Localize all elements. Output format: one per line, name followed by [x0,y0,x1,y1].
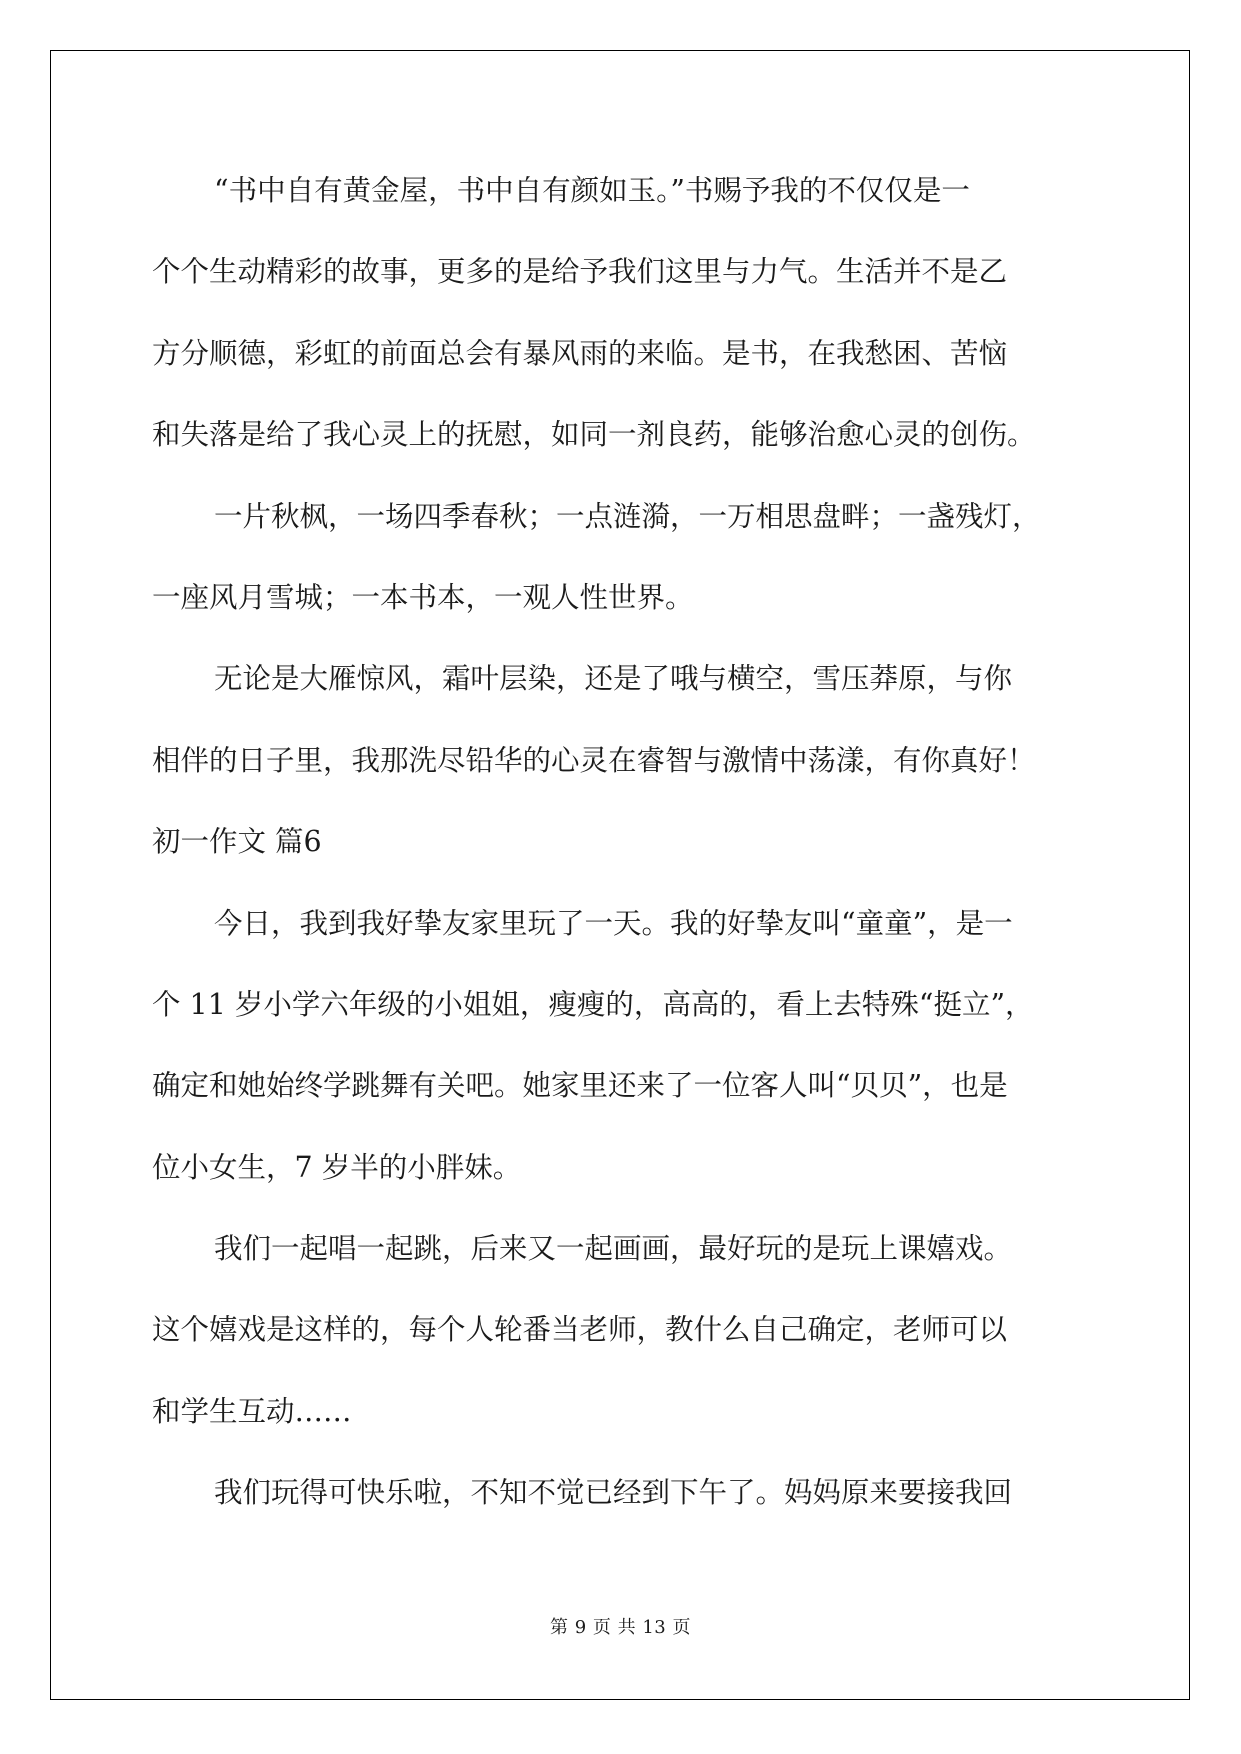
page-footer: 第 9 页 共 13 页 [550,1617,691,1638]
text-line: 今日，我到我好挚友家里玩了一天。我的好挚友叫“童童”，是一 [214,906,1013,940]
text-line: 确定和她始终学跳舞有关吧。她家里还来了一位客人叫“贝贝”，也是 [152,1069,1008,1103]
text-line: 一片秋枫，一场四季春秋；一点涟漪，一万相思盘畔；一盏残灯， [214,499,1041,533]
text-line: 无论是大雁惊风，霜叶层染，还是了哦与横空，雪压莽原，与你 [214,662,1013,696]
text-line: 这个嬉戏是这样的，每个人轮番当老师，教什么自己确定，老师可以 [152,1313,1008,1347]
text-line: 个 11 岁小学六年级的小姐姐，瘦瘦的，高高的，看上去特殊“挺立”， [152,987,1034,1021]
text-line: 和学生互动…… [152,1394,352,1428]
text-line: 我们玩得可快乐啦，不知不觉已经到下午了。妈妈原来要接我回 [214,1476,1013,1510]
text-line: 方分顺德，彩虹的前面总会有暴风雨的来临。是书，在我愁困、苦恼 [152,336,1008,370]
text-line: 和失落是给了我心灵上的抚慰，如同一剂良药，能够治愈心灵的创伤。 [152,418,1036,452]
text-line: 个个生动精彩的故事，更多的是给予我们这里与力气。生活并不是乙 [152,255,1008,289]
text-line: 相伴的日子里，我那洗尽铅华的心灵在睿智与激情中荡漾，有你真好！ [152,743,1036,777]
section-heading: 初一作文 篇6 [152,825,322,859]
text-line: 一座风月雪城；一本书本，一观人性世界。 [152,580,694,614]
text-line: 我们一起唱一起跳，后来又一起画画，最好玩的是玩上课嬉戏。 [214,1232,1013,1266]
text-line: “书中自有黄金屋，书中自有颜如玉。”书赐予我的不仅仅是一 [214,174,970,207]
document-body [152,150,1092,1534]
text-line: 位小女生，7 岁半的小胖妹。 [152,1150,522,1184]
